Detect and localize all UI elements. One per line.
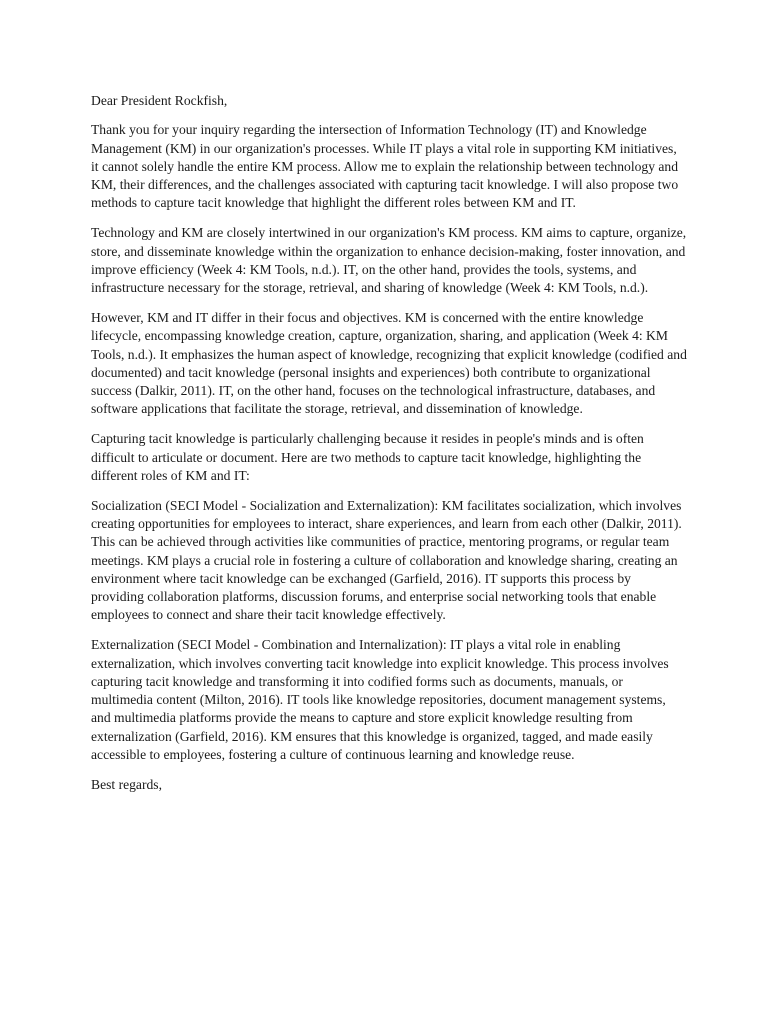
paragraph-intro: Thank you for your inquiry regarding the intersection of Information Technology (IT) and Knowledge Management (KM) in our organization's processes. While IT plays a vital role in supporting KM initiatives, it cannot solely handle the entire KM process. Allow me to explain the relationship between technology and KM, their differences, and the challenges associated with capturing tacit knowledge. I will also propose two methods to capture tacit knowledge that highlight the different roles between KM and IT.	[91, 122, 679, 211]
letter-body	[91, 92, 687, 806]
paragraph-externalization: Externalization (SECI Model - Combination and Internalization): IT plays a vital role in enabling externalization, which involves converting tacit knowledge into explicit knowledge. This process involves capturing tacit knowledge and transforming it into codified forms such as documents, manuals, or multimedia content (Milton, 2016). IT tools like knowledge repositories, document management systems, and multimedia platforms provide the means to capture and store explicit knowledge resulting from externalization (Garfield, 2016). KM ensures that this knowledge is organized, tagged, and made easily accessible to employees, fostering a culture of continuous learning and knowledge reuse.	[91, 637, 669, 762]
paragraph-technology-km: Technology and KM are closely intertwined in our organization's KM process. KM aims to capture, organize, store, and disseminate knowledge within the organization to enhance decision-making, foster innovation, and improve efficiency (Week 4: KM Tools, n.d.). IT, on the other hand, provides the tools, systems, and infrastructure necessary for the storage, retrieval, and sharing of knowledge (Week 4: KM Tools, n.d.).	[91, 225, 687, 296]
paragraph-socialization: Socialization (SECI Model - Socialization and Externalization): KM facilitates socialization, which involves creating opportunities for employees to interact, share experiences, and learn from each other (Dalkir, 2011). This can be achieved through activities like communities of practice, mentoring programs, or regular team meetings. KM plays a crucial role in fostering a culture of collaboration and knowledge sharing, creating an environment where tacit knowledge can be exchanged (Garfield, 2016). IT supports this process by providing collaboration platforms, discussion forums, and enterprise social networking tools that enable employees to connect and share their tacit knowledge effectively.	[91, 497, 682, 623]
closing: Best regards,	[91, 776, 162, 792]
paragraph-tacit-challenge: Capturing tacit knowledge is particularly challenging because it resides in people's minds and is often difficult to articulate or document. Here are two methods to capture tacit knowledge, highlighting the different roles of KM and IT:	[91, 431, 644, 483]
paragraph-differences: However, KM and IT differ in their focus and objectives. KM is concerned with the entire knowledge lifecycle, encompassing knowledge creation, capture, organization, sharing, and application (Week 4: KM Tools, n.d.). It emphasizes the human aspect of knowledge, recognizing that explicit knowledge (codified and documented) and tacit knowledge (personal insights and experiences) both contribute to organizational success (Dalkir, 2011). IT, on the other hand, focuses on the technological infrastructure, databases, and software applications that facilitate the storage, retrieval, and dissemination of knowledge.	[91, 309, 687, 417]
salutation: Dear President Rockfish,	[91, 93, 228, 108]
